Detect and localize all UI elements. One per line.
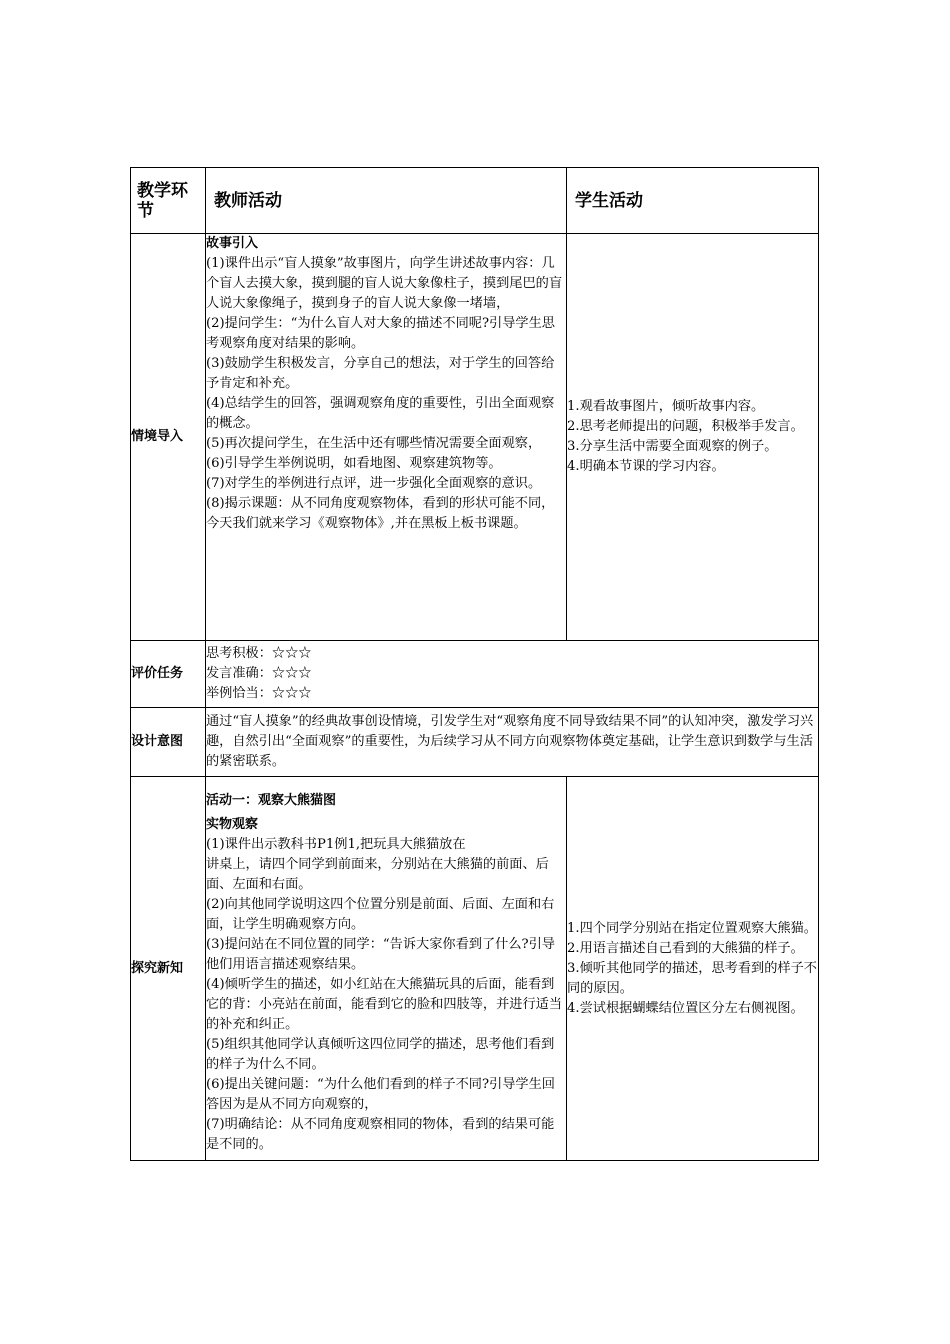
section1-student-line: 1.观看故事图片，倾听故事内容。 — [567, 399, 765, 414]
section2-student-cell — [567, 777, 819, 1161]
lesson-plan-table — [130, 167, 819, 1161]
header-row — [131, 168, 819, 234]
evaluation-line: 发言准确：☆☆☆ — [206, 666, 312, 681]
section2-student-line: 3.倾听其他同学的描述，思考看到的样子不同的原因。 — [567, 960, 817, 996]
evaluation-cell — [206, 641, 819, 708]
section1-student-line: 3.分享生活中需要全面观察的例子。 — [567, 439, 778, 454]
section1-student-cell — [567, 234, 819, 641]
header-stage: 教学环节 — [131, 168, 206, 234]
activity-subtitle: 实物观察 — [206, 817, 259, 832]
section1-teacher-line: (6)引导学生举例说明，如看地图、观察建筑物等。 — [206, 456, 502, 471]
section2-student-line: 4.尝试根据蝴蝶结位置区分左右侧视图。 — [567, 1000, 804, 1016]
section1-teacher-line: (5)再次提问学生，在生活中还有哪些情况需要全面观察， — [206, 436, 542, 451]
section2-teacher-line: (2)向其他同学说明这四个位置分别是前面、后面、左面和右面，让学生明确观察方向。 — [206, 897, 555, 932]
evaluation-line: 举例恰当：☆☆☆ — [206, 686, 312, 701]
evaluation-row — [131, 641, 819, 708]
design-text: 通过“盲人摸象”的经典故事创设情境，引发学生对“观察角度不同导致结果不同”的认知冲突，激发学习兴趣，自然引出“全面观察”的重要性，为后续学习从不同方向观察物体奠定基础，让学生意识到数学与生活的紧密联系。 — [206, 714, 814, 769]
section1-teacher-line: (2)提问学生：“为什么盲人对大象的描述不同呢?引导学生思考观察角度对结果的影响。 — [206, 316, 555, 351]
evaluation-line: 思考积极：☆☆☆ — [206, 646, 312, 661]
section2-teacher-line: 讲桌上，请四个同学到前面来，分别站在大熊猫的前面、后面、左面和右面。 — [206, 857, 549, 892]
section1-teacher-line: (7)对学生的举例进行点评，进一步强化全面观察的意识。 — [206, 476, 542, 491]
section1-teacher-line: (3)鼓励学生积极发言，分享自己的想法，对于学生的回答给予肯定和补充。 — [206, 356, 555, 391]
section1-teacher-line: (4)总结学生的回答，强调观察角度的重要性，引出全面观察的概念。 — [206, 396, 555, 431]
section1-title: 故事引入 — [206, 236, 259, 251]
header-student: 学生活动 — [567, 168, 819, 234]
section1-stage: 情境导入 — [131, 234, 206, 641]
section2-teacher-line: (1)课件出示教科书P1例1,把玩具大熊猫放在 — [206, 837, 466, 852]
design-row — [131, 708, 819, 777]
section2-student-line: 1.四个同学分别站在指定位置观察大熊猫。 — [567, 920, 817, 936]
section2-row — [131, 777, 819, 1161]
section2-teacher-line: (4)倾听学生的描述，如小红站在大熊猫玩具的后面，能看到它的背：小亮站在前面，能看到它的脸和四肢等，并进行适当的补充和纠正。 — [206, 977, 563, 1032]
section2-teacher-line: (5)组织其他同学认真倾听这四位同学的描述，思考他们看到的样子为什么不同。 — [206, 1037, 555, 1072]
section1-teacher-line: (8)揭示课题：从不同角度观察物体，看到的形状可能不同，今天我们就来学习《观察物体》,并在黑板上板书课题。 — [206, 496, 555, 531]
section2-teacher-cell — [206, 777, 567, 1161]
section2-teacher-line: (7)明确结论：从不同角度观察相同的物体，看到的结果可能是不同的。 — [206, 1117, 555, 1152]
header-teacher: 教师活动 — [206, 168, 567, 234]
section2-teacher-line: (6)提出关键问题：“为什么他们看到的样子不同?引导学生回答因为是从不同方向观察的， — [206, 1077, 555, 1112]
section1-student-line: 2.思考老师提出的问题，积极举手发言。 — [567, 419, 804, 434]
section1-teacher-line: (1)课件出示“盲人摸象”故事图片，向学生讲述故事内容：几个盲人去摸大象，摸到腿的盲人说大象像柱子，摸到尾巴的盲人说大象像绳子，摸到身子的盲人说大象像一堵墙， — [206, 256, 563, 311]
section1-student-line: 4.明确本节课的学习内容。 — [567, 459, 725, 474]
section2-stage: 探究新知 — [131, 777, 206, 1161]
design-stage: 设计意图 — [131, 708, 206, 777]
section2-teacher-line: (3)提问站在不同位置的同学：“告诉大家你看到了什么?引导他们用语言描述观察结果。 — [206, 937, 555, 972]
section1-row — [131, 234, 819, 641]
activity-title: 活动一：观察大熊猫图 — [206, 793, 337, 808]
section1-teacher-cell — [206, 234, 567, 641]
evaluation-stage: 评价任务 — [131, 641, 206, 708]
section2-student-line: 2.用语言描述自己看到的大熊猫的样子。 — [567, 940, 804, 956]
design-cell — [206, 708, 819, 777]
